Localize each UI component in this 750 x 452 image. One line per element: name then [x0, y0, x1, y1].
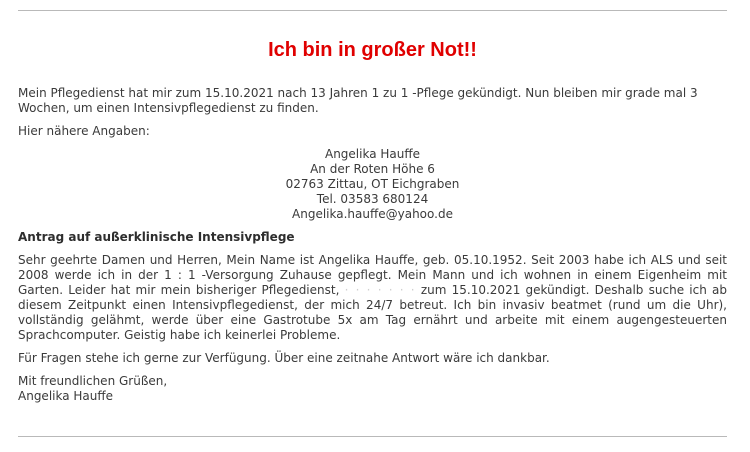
- address-phone: Tel. 03583 680124: [316, 192, 429, 206]
- body-text-part2: zum 15.10.2021 gekündigt. Deshalb suche ich ab diesem Zeitpunkt einen Intensivpflegedienst, der mich 24/7 betreut. Ich bin invasiv beatmet (rund um die Uhr), vollständig gelähmt, werde über eine Gastrotube 5x am Tag ernährt und arbeite mit einem augengesteuerten Sprachcomputer. Geistig habe ich keinerlei Probleme.: [18, 283, 728, 342]
- intro-paragraph: Mein Pflegedienst hat mir zum 15.10.2021 nach 13 Jahren 1 zu 1 -Pflege gekündigt. Nun bleiben mir grade mal 3 Wochen, um einen Intensivpflegedienst zu finden.: [18, 86, 698, 115]
- closing-line: Mit freundlichen Grüßen,: [18, 374, 168, 388]
- bottom-divider: [18, 436, 727, 437]
- address-email: Angelika.hauffe@yahoo.de: [292, 207, 453, 221]
- body-text-part1: Sehr geehrte Damen und Herren, Mein Name ist Angelika Hauffe, geb. 05.10.1952. Seit 2003 habe ich ALS und seit 2008 werde ich in der 1 : 1 -Versorgung Zuhause gepflegt. Mein Mann und ich wohnen in einem Eigenheim mit Garten. Leider hat mir mein bisheriger Pflegedienst,: [18, 253, 727, 297]
- body-paragraph: [18, 253, 727, 343]
- article: [18, 38, 727, 404]
- application-heading: Antrag auf außerklinische Intensivpflege: [18, 230, 295, 244]
- address-street: An der Roten Höhe 6: [310, 162, 435, 176]
- page-title: Ich bin in großer Not!!: [268, 39, 477, 61]
- address-city: 02763 Zittau, OT Eichgraben: [285, 177, 460, 191]
- address-block: [18, 147, 727, 222]
- top-divider: [18, 10, 727, 11]
- address-name: Angelika Hauffe: [324, 147, 421, 161]
- questions-paragraph: Für Fragen stehe ich gerne zur Verfügung. Über eine zeitnahe Antwort wäre ich dankbar.: [18, 351, 550, 365]
- signature-block: [18, 374, 727, 404]
- redacted-text: · · · · · · ·: [344, 283, 416, 297]
- signature-name: Angelika Hauffe: [18, 389, 114, 403]
- details-heading: Hier nähere Angaben:: [18, 124, 150, 138]
